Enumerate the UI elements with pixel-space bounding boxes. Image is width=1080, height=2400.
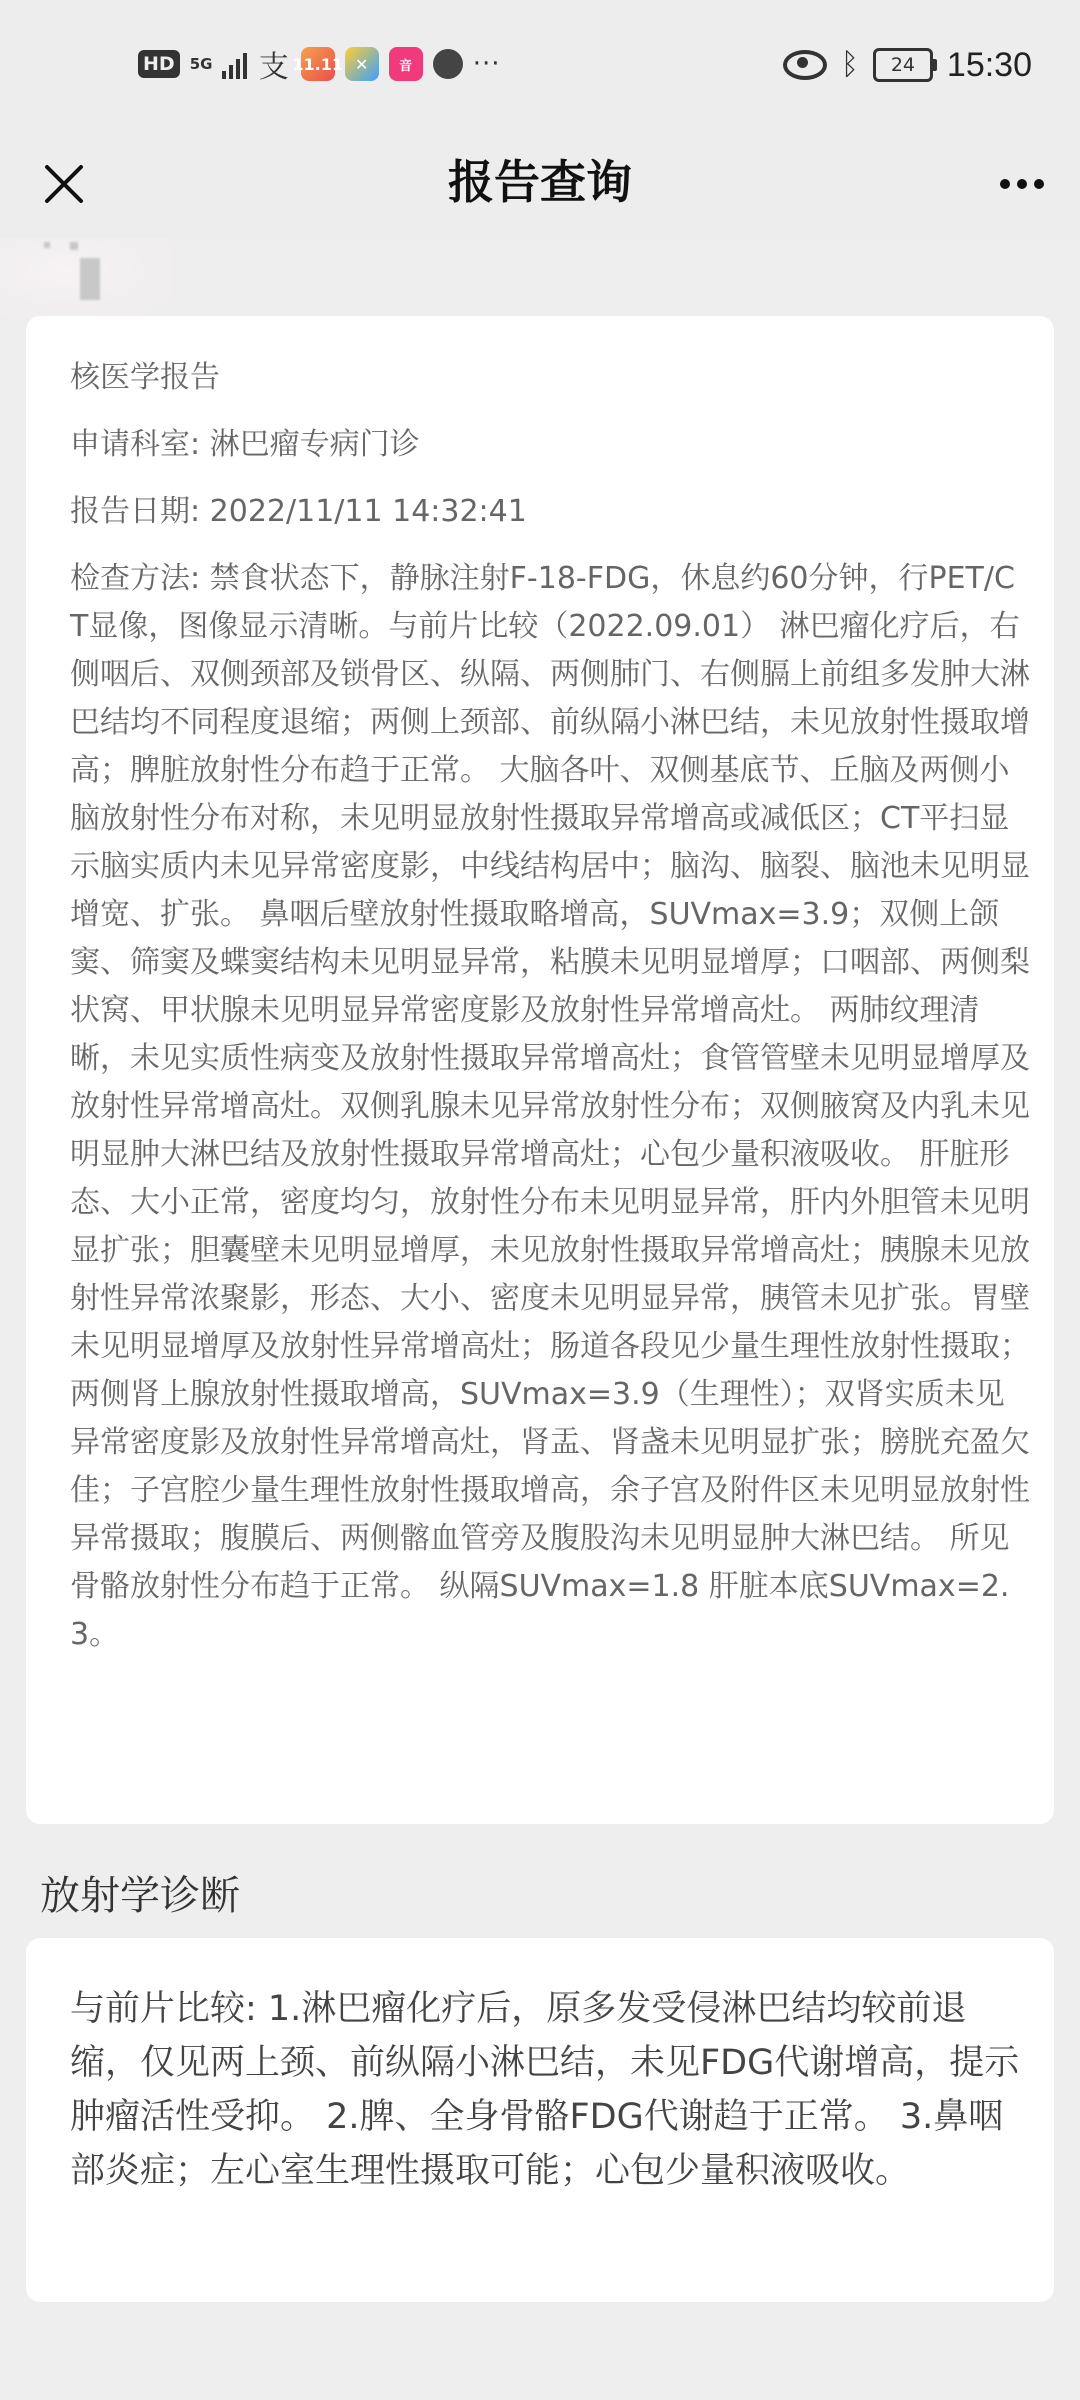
diagnosis-section-title: 放射学诊断	[40, 1873, 240, 1919]
department-value: 淋巴瘤专病门诊	[209, 427, 420, 462]
network-type: 5G	[189, 55, 213, 73]
date-label: 报告日期:	[70, 494, 201, 529]
app-icon: ✕	[345, 47, 379, 81]
department-row	[70, 421, 1030, 469]
report-card	[26, 316, 1054, 1824]
report-body	[70, 354, 1030, 1659]
diagnosis-card	[26, 1938, 1054, 2302]
hd-icon: HD	[138, 50, 180, 78]
status-right	[783, 40, 1032, 90]
date-row	[70, 488, 1030, 536]
bluetooth-icon: ᛒ	[840, 47, 859, 82]
method-label: 检查方法:	[70, 561, 201, 596]
method-row	[70, 555, 1030, 1659]
battery-level: 24	[890, 54, 915, 76]
signal-icon	[222, 49, 247, 79]
voice-icon	[433, 49, 463, 79]
more-button[interactable]	[990, 152, 1054, 216]
status-left	[138, 44, 500, 84]
nav-bar	[0, 130, 1080, 238]
more-icon-dot	[1000, 179, 1010, 189]
more-notifications-icon: ···	[472, 49, 501, 79]
blurred-artifact	[0, 238, 170, 318]
diagnosis-text: 与前片比较: 1.淋巴瘤化疗后，原多发受侵淋巴结均较前退缩，仅见两上颈、前纵隔小淋巴结，未见FDG代谢增高，提示肿瘤活性受抑。 2.脾、全身骨骼FDG代谢趋于正常。 3.鼻咽部炎症；左心室生理性摄取可能；心包少量积液吸收。	[70, 1989, 1020, 2191]
method-text: 禁食状态下，静脉注射F-18-FDG，休息约60分钟，行PET/CT显像，图像显示清晰。与前片比较（2022.09.01） 淋巴瘤化疗后，右侧咽后、双侧颈部及锁骨区、纵隔、两侧肺门、右侧膈上前组多发肿大淋巴结均不同程度退缩；两侧上颈部、前纵隔小淋巴结，未见放射性摄取增高；脾脏放射性分布趋于正常。 大脑各叶、双侧基底节、丘脑及两侧小脑放射性分布对称，未见明显放射性摄取异常增高或减低区；CT平扫显示脑实质内未见异常密度影，中线结构居中；脑沟、脑裂、脑池未见明显增宽、扩张。 鼻咽后壁放射性摄取略增高，SUVmax=3.9；双侧上颌窦、筛窦及蝶窦结构未见明显异常，粘膜未见明显增厚；口咽部、两侧梨状窝、甲状腺未见明显异常密度影及放射性异常增高灶。 两肺纹理清晰，未见实质性病变及放射性摄取异常增高灶；食管管壁未见明显增厚及放射性异常增高灶。双侧乳腺未见异常放射性分布；双侧腋窝及内乳未见明显肿大淋巴结及放射性摄取异常增高灶；心包少量积液吸收。 肝脏形态、大小正常，密度均匀，放射性分布未见明显异常，肝内外胆管未见明显扩张；胆囊壁未见明显增厚，未见放射性摄取异常增高灶；胰腺未见放射性异常浓聚影，形态、大小、密度未见明显异常，胰管未见扩张。胃壁未见明显增厚及放射性异常增高灶；肠道各段见少量生理性放射性摄取；两侧肾上腺放射性摄取增高，SUVmax=3.9（生理性）；双肾实质未见异常密度影及放射性异常增高灶，肾盂、肾盏未见明显扩张；膀胱充盈欠佳；子宫腔少量生理性放射性摄取增高，余子宫及附件区未见明显放射性异常摄取；腹膜后、两侧髂血管旁及腹股沟未见明显肿大淋巴结。 所见骨骼放射性分布趋于正常。 纵隔SUVmax=1.8 肝脏本底SUVmax=2.3。	[70, 561, 1030, 1652]
page-title: 报告查询	[448, 155, 632, 209]
eye-comfort-icon	[783, 50, 827, 80]
more-icon-dot	[1017, 179, 1027, 189]
date-value: 2022/11/11 14:32:41	[209, 494, 527, 529]
music-app-icon: 音	[389, 47, 423, 81]
more-icon-dot	[1034, 179, 1044, 189]
clock: 15:30	[946, 45, 1032, 84]
report-type: 核医学报告	[70, 360, 220, 395]
alipay-icon: 支	[258, 50, 289, 85]
department-label: 申请科室:	[70, 427, 201, 462]
taobao-icon: 11.11	[301, 47, 335, 81]
battery-icon	[873, 48, 933, 82]
status-bar	[0, 0, 1080, 130]
